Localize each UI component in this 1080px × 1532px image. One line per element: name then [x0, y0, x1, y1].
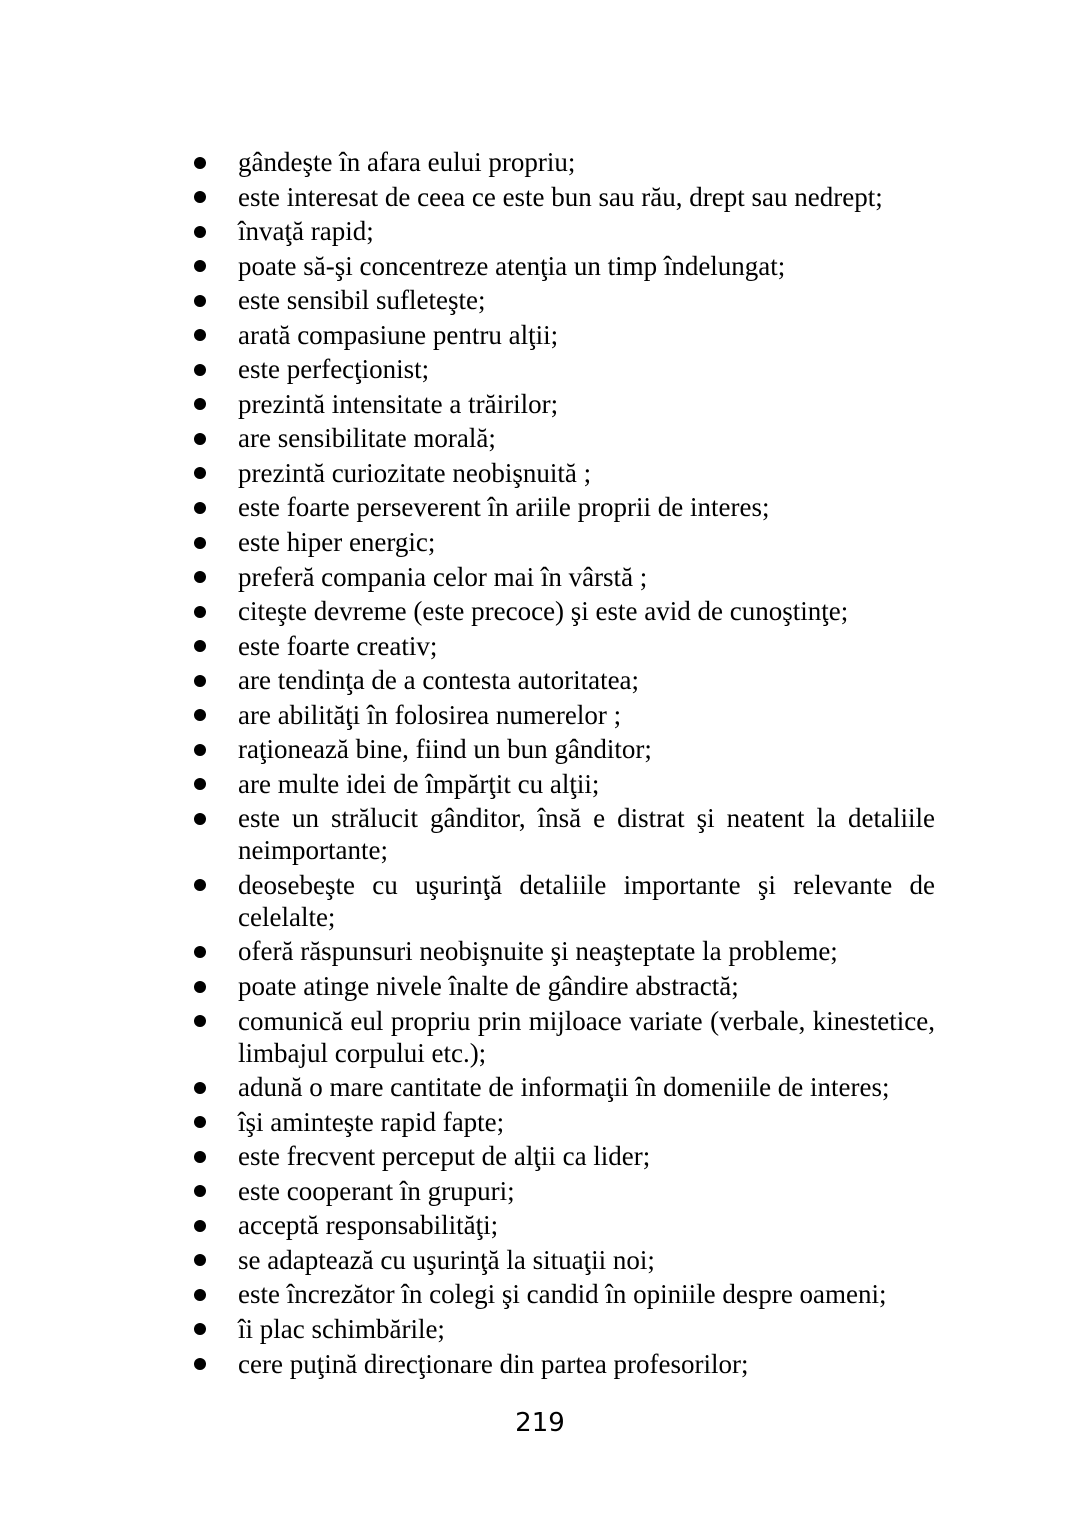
- list-item: [0, 935, 935, 967]
- list-item-text: este încrezător în colegi şi candid în opiniile despre oameni;: [238, 1279, 887, 1310]
- list-item: [0, 215, 935, 247]
- bullet-icon: [194, 157, 206, 169]
- list-item-text: are sensibilitate morală;: [238, 423, 496, 454]
- bullet-icon: [194, 946, 206, 958]
- bullet-icon: [194, 364, 206, 376]
- list-item: [0, 1209, 935, 1241]
- list-item: [0, 284, 935, 316]
- list-item-text: arată compasiune pentru alţii;: [238, 319, 559, 350]
- bullet-icon: [194, 1116, 206, 1128]
- bullet-icon: [194, 1015, 206, 1027]
- bullet-icon: [194, 191, 206, 203]
- bullet-icon: [194, 640, 206, 652]
- bullet-icon: [194, 467, 206, 479]
- list-item-text: raţionează bine, fiind un bun gânditor;: [238, 734, 652, 765]
- list-item-text: învaţă rapid;: [238, 216, 374, 247]
- list-item-text: este frecvent perceput de alţii ca lider;: [238, 1141, 651, 1172]
- list-item-text: prezintă intensitate a trăirilor;: [238, 388, 559, 419]
- list-item-text: gândeşte în afara eului propriu;: [238, 147, 576, 177]
- list-item-text: este foarte creativ;: [238, 630, 438, 661]
- bullet-icon: [194, 1323, 206, 1335]
- list-item-text: este foarte perseverent în ariile proprii de interes;: [238, 492, 770, 523]
- list-item-text: poate atinge nivele înalte de gândire abstractă;: [238, 971, 739, 1002]
- list-item: [0, 1244, 935, 1276]
- bullet-icon: [194, 813, 206, 825]
- list-item-text: preferă compania celor mai în vârstă ;: [238, 561, 648, 592]
- bullet-icon: [194, 744, 206, 756]
- list-item: [0, 768, 935, 800]
- bullet-icon: [194, 709, 206, 721]
- list-item: [0, 250, 935, 282]
- page-number: 219: [515, 1408, 565, 1438]
- bullet-icon: [194, 675, 206, 687]
- bullet-icon: [194, 1358, 206, 1370]
- bullet-icon: [194, 502, 206, 514]
- list-item: [0, 181, 935, 213]
- bullet-icon: [194, 1151, 206, 1163]
- list-item: [0, 802, 935, 866]
- list-item: [0, 353, 935, 385]
- list-item-text: este sensibil sufleteşte;: [238, 285, 486, 316]
- list-item-text: oferă răspunsuri neobişnuite şi neaşteptate la probleme;: [238, 936, 838, 967]
- list-item: [0, 970, 935, 1002]
- list-item-text: este hiper energic;: [238, 527, 436, 558]
- bullet-icon: [194, 329, 206, 341]
- list-item-text: îi plac schimbările;: [238, 1313, 445, 1344]
- list-item-text: este un strălucit gânditor, însă e distrat şi neatent la detaliile neimportante;: [238, 803, 935, 866]
- list-item-text: deosebeşte cu uşurinţă detaliile importante şi relevante de celelalte;: [238, 869, 935, 932]
- bullet-icon: [194, 537, 206, 549]
- list-item: [0, 1175, 935, 1207]
- list-item: [0, 561, 935, 593]
- bullet-icon: [194, 1289, 206, 1301]
- trait-bullet-list: [0, 146, 1080, 1382]
- list-item-text: comunică eul propriu prin mijloace variate (verbale, kinestetice, limbajul corpului etc.);: [238, 1005, 935, 1068]
- list-item-text: prezintă curiozitate neobişnuită ;: [238, 457, 592, 488]
- list-item: [0, 1106, 935, 1138]
- bullet-icon: [194, 879, 206, 891]
- list-item: [0, 733, 935, 765]
- list-item-text: se adaptează cu uşurinţă la situaţii noi;: [238, 1244, 655, 1275]
- list-item: [0, 1140, 935, 1172]
- bullet-icon: [194, 433, 206, 445]
- bullet-icon: [194, 295, 206, 307]
- list-item-text: poate să-şi concentreze atenţia un timp îndelungat;: [238, 250, 786, 281]
- list-item: [0, 146, 935, 178]
- list-item: [0, 630, 935, 662]
- list-item: [0, 595, 935, 627]
- list-item: [0, 319, 935, 351]
- list-item-text: acceptă responsabilităţi;: [238, 1210, 499, 1241]
- bullet-icon: [194, 778, 206, 790]
- list-item-text: cere puţină direcţionare din partea profesorilor;: [238, 1348, 749, 1379]
- list-item: [0, 388, 935, 420]
- list-item-text: este interesat de ceea ce este bun sau rău, drept sau nedrept;: [238, 181, 883, 212]
- bullet-icon: [194, 1082, 206, 1094]
- list-item: [0, 491, 935, 523]
- list-item: [0, 526, 935, 558]
- bullet-icon: [194, 606, 206, 618]
- list-item-text: este cooperant în grupuri;: [238, 1175, 515, 1206]
- list-item-text: are abilităţi în folosirea numerelor ;: [238, 699, 622, 730]
- bullet-icon: [194, 226, 206, 238]
- list-item: [0, 699, 935, 731]
- list-item: [0, 1071, 935, 1103]
- list-item-text: adună o mare cantitate de informaţii în domeniile de interes;: [238, 1072, 890, 1103]
- bullet-icon: [194, 398, 206, 410]
- bullet-icon: [194, 1254, 206, 1266]
- list-item-text: are tendinţa de a contesta autoritatea;: [238, 665, 640, 696]
- list-item: [0, 1313, 935, 1345]
- list-item: [0, 422, 935, 454]
- list-item: [0, 869, 935, 933]
- list-item: [0, 664, 935, 696]
- bullet-icon: [194, 1220, 206, 1232]
- list-item: [0, 1348, 935, 1380]
- bullet-icon: [194, 260, 206, 272]
- list-item-text: citeşte devreme (este precoce) şi este avid de cunoştinţe;: [238, 596, 849, 627]
- list-item-text: are multe idei de împărţit cu alţii;: [238, 768, 600, 799]
- bullet-icon: [194, 981, 206, 993]
- list-item: [0, 1278, 935, 1310]
- list-item-text: îşi aminteşte rapid fapte;: [238, 1106, 505, 1137]
- list-item: [0, 457, 935, 489]
- bullet-icon: [194, 571, 206, 583]
- bullet-icon: [194, 1185, 206, 1197]
- list-item-text: este perfecţionist;: [238, 354, 430, 385]
- list-item: [0, 1005, 935, 1069]
